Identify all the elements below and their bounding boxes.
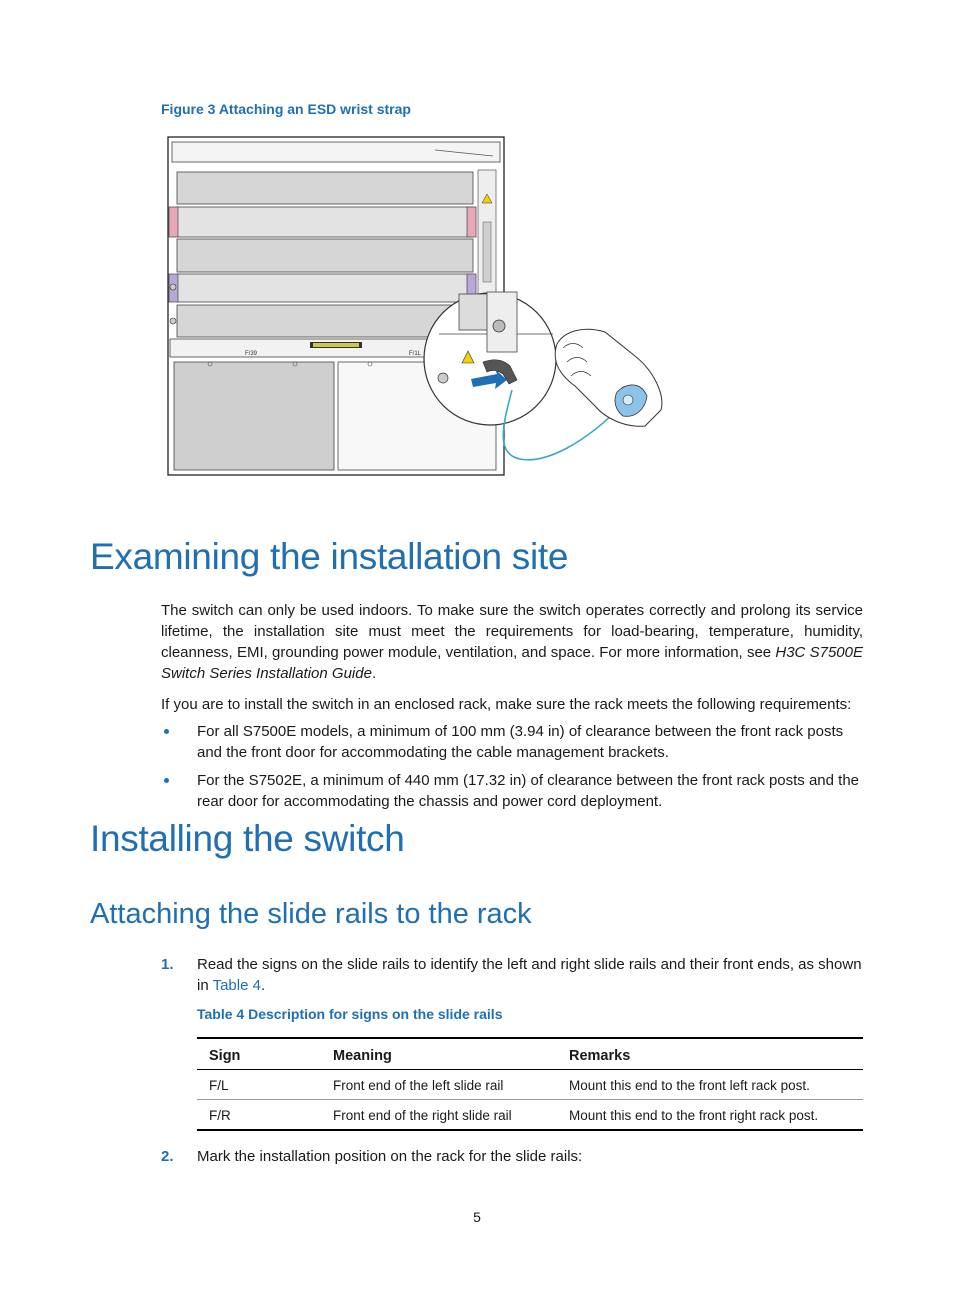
header-remarks: Remarks <box>557 1038 863 1070</box>
site-requirements-paragraph <box>161 600 863 684</box>
rack-requirements-intro: If you are to install the switch in an enclosed rack, make sure the rack meets the following requirements: <box>161 696 852 713</box>
bullet-dot <box>164 778 169 783</box>
cell-remarks: Mount this end to the front left rack post. <box>557 1070 863 1100</box>
step-1 <box>161 954 863 996</box>
table-caption: Table 4 Description for signs on the slide rails <box>197 1006 503 1022</box>
table-4-link[interactable]: Table 4 <box>212 977 261 994</box>
panel-label-right: F/1L <box>409 351 422 357</box>
cell-sign: F/L <box>197 1070 321 1100</box>
step-2 <box>161 1146 863 1167</box>
step-text: Mark the installation position on the rack for the slide rails: <box>197 1148 583 1165</box>
cell-remarks: Mount this end to the front right rack post. <box>557 1100 863 1131</box>
header-sign: Sign <box>197 1038 321 1070</box>
cell-meaning: Front end of the left slide rail <box>321 1070 557 1100</box>
bullet-item <box>161 770 863 812</box>
magnified-esd-port <box>424 292 556 425</box>
esd-wrist-strap-figure <box>165 134 675 480</box>
bullet-text: For the S7502E, a minimum of 440 mm (17.32 in) of clearance between the front rack posts and the rear door for accommodating the chassis and power cord deployment. <box>197 772 860 810</box>
paragraph-text: The switch can only be used indoors. To make sure the switch operates correctly and prolong its service lifetime, the installation site must meet the requirements for load-bearing, temperature, humidity, cleanness, EMI, grounding power module, ventilation, and space. For more information, see <box>161 602 863 661</box>
hand-with-wrist-strap <box>555 329 662 426</box>
bullet-item <box>161 721 863 763</box>
panel-label-left: F/39 <box>245 351 258 357</box>
cell-sign: F/R <box>197 1100 321 1131</box>
figure-caption: Figure 3 Attaching an ESD wrist strap <box>161 101 411 117</box>
table-row <box>197 1070 863 1100</box>
table-row <box>197 1100 863 1131</box>
slide-rail-signs-table <box>197 1037 863 1131</box>
paragraph-end: . <box>371 665 377 682</box>
subsection-title-slide-rails: Attaching the slide rails to the rack <box>90 898 532 930</box>
step-number: 2. <box>161 1148 174 1165</box>
cell-meaning: Front end of the right slide rail <box>321 1100 557 1131</box>
step-text-part: Read the signs on the slide rails to identify the left and right slide rails and their front ends, as shown in <box>197 956 862 994</box>
section-title-examining: Examining the installation site <box>90 536 569 577</box>
header-meaning: Meaning <box>321 1038 557 1070</box>
page-number: 5 <box>473 1209 481 1225</box>
bullet-text: For all S7500E models, a minimum of 100 mm (3.94 in) of clearance between the front rack posts and the front door for accommodating the cable management brackets. <box>197 723 844 761</box>
guide-reference: H3C S7500E Switch Series Installation Guide <box>161 644 863 682</box>
step-number: 1. <box>161 956 174 973</box>
section-title-installing: Installing the switch <box>90 818 405 859</box>
step-text-end: . <box>260 977 266 994</box>
step-text <box>197 954 863 996</box>
table-header-row <box>197 1038 863 1070</box>
bullet-dot <box>164 729 169 734</box>
